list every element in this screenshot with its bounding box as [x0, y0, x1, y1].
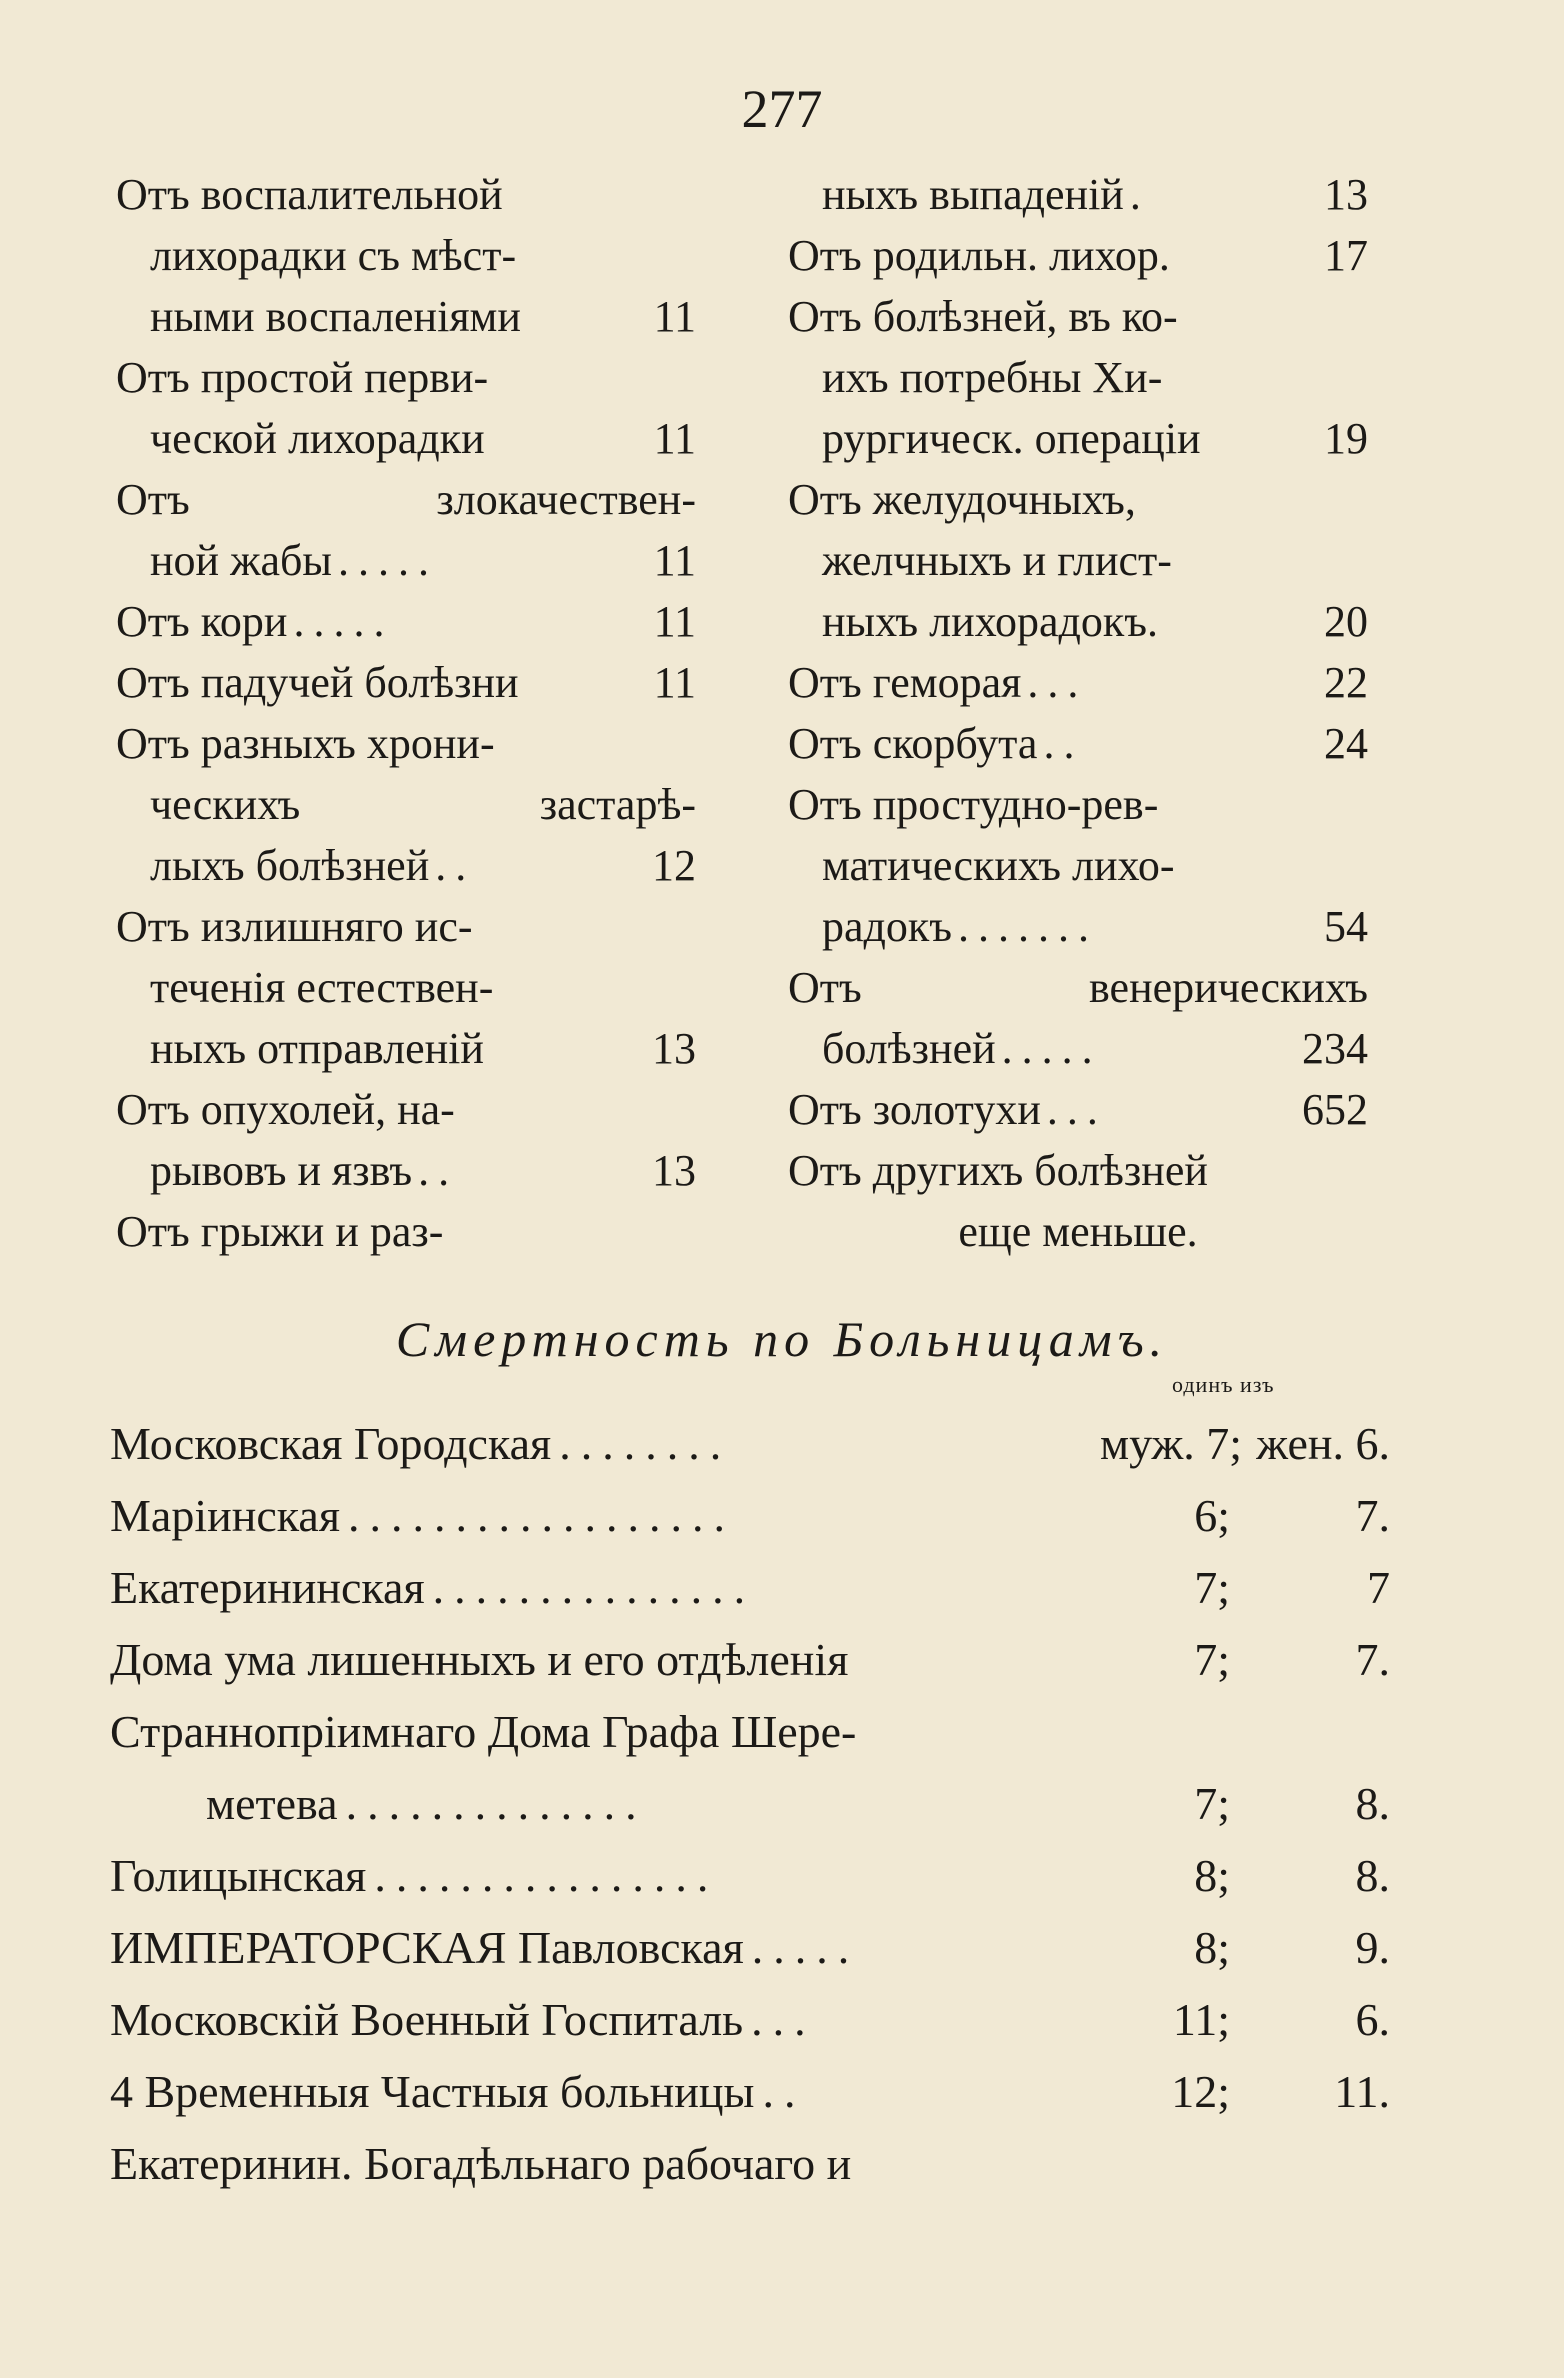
index-line: [788, 1079, 1368, 1140]
index-line-text: болѣзней: [822, 1024, 996, 1073]
index-line-text: Отъ излишняго ис-: [116, 902, 473, 951]
dot-leader: ........: [559, 1418, 732, 1469]
index-line-text: Отъ падучей болѣзни: [116, 658, 519, 707]
index-line-number: 11: [653, 536, 696, 585]
index-line-text: теченія естествен-: [150, 963, 494, 1012]
female-ratio: жен. 6.: [1256, 1418, 1390, 1469]
index-line-text: Отъ другихъ болѣзней: [788, 1146, 1208, 1195]
index-line: [788, 164, 1368, 225]
index-line: [788, 774, 1368, 835]
dot-leader: .....: [1001, 1024, 1102, 1073]
table-row: [110, 2128, 1390, 2200]
section-title: Смертность по Больницамъ.: [395, 1311, 1169, 1367]
index-line: [116, 225, 696, 286]
index-line-number: 13: [1324, 170, 1368, 219]
index-line-number: 54: [1324, 902, 1368, 951]
index-line: [116, 957, 696, 1018]
index-line-number: 13: [652, 1146, 696, 1195]
index-line-number: 22: [1324, 658, 1368, 707]
index-line-text: ной жабы: [150, 536, 332, 585]
male-ratio: 12;: [1171, 2066, 1230, 2117]
page-number: 277: [741, 79, 823, 139]
index-line: [116, 1201, 696, 1262]
index-line-text: ческихъ застарѣ-: [150, 780, 696, 829]
index-line: [788, 1201, 1368, 1262]
female-ratio: 6.: [1355, 1994, 1390, 2045]
dot-leader: ..: [435, 841, 476, 890]
index-line-number: 234: [1302, 1024, 1368, 1073]
female-ratio: 7.: [1355, 1634, 1390, 1685]
index-line-text: рывовъ и язвъ: [150, 1146, 413, 1195]
female-ratio: 8.: [1355, 1850, 1390, 1901]
index-line-text: желчныхъ и глист-: [822, 536, 1172, 585]
male-ratio: 6;: [1194, 1490, 1230, 1541]
index-line-text: Отъ болѣзней, въ ко-: [788, 292, 1178, 341]
index-line-text: ныхъ лихорадокъ.: [822, 597, 1159, 646]
hospital-name: метева: [206, 1778, 338, 1829]
index-line-text: Отъ опухолей, на-: [116, 1085, 455, 1134]
index-line-number: 12: [652, 841, 696, 890]
index-line: [788, 469, 1368, 530]
male-ratio: 8;: [1194, 1850, 1230, 1901]
index-line-text: ныхъ выпаденій: [822, 170, 1124, 219]
table-row: [110, 1912, 1390, 1984]
index-line: [788, 1018, 1368, 1079]
index-line-text: Отъ золотухи: [788, 1085, 1041, 1134]
dot-leader: ...: [1046, 1085, 1107, 1134]
index-line: [116, 835, 696, 896]
hospital-name: ИМПЕРАТОРСКАЯ Павловская: [110, 1922, 744, 1973]
index-line: [788, 896, 1368, 957]
dot-leader: ..............: [345, 1778, 647, 1829]
male-ratio: 7;: [1194, 1634, 1230, 1685]
index-line: [788, 1140, 1368, 1201]
index-line-text: ихъ потребны Хи-: [822, 353, 1163, 402]
female-ratio: 9.: [1355, 1922, 1390, 1973]
index-line-number: 19: [1324, 414, 1368, 463]
index-line: [788, 286, 1368, 347]
index-line: [788, 347, 1368, 408]
table-row: [110, 1624, 1390, 1696]
dot-leader: .....: [293, 597, 394, 646]
index-line-text: рургическ. операціи: [822, 414, 1201, 463]
index-line-number: 13: [652, 1024, 696, 1073]
index-line: [788, 835, 1368, 896]
index-line-text: лыхъ болѣзней: [150, 841, 430, 890]
dot-leader: ..: [418, 1146, 459, 1195]
table-row: [110, 1768, 1390, 1840]
female-ratio: 7: [1367, 1562, 1390, 1613]
index-line: [116, 530, 696, 591]
table-row: [110, 1984, 1390, 2056]
index-line-number: 17: [1324, 231, 1368, 280]
index-line: [788, 408, 1368, 469]
index-line: [788, 957, 1368, 1018]
index-line: [116, 896, 696, 957]
index-line-text: Отъ простой перви-: [116, 353, 489, 402]
index-line-number: 24: [1324, 719, 1368, 768]
female-ratio: 8.: [1355, 1778, 1390, 1829]
dot-leader: ...: [751, 1994, 816, 2045]
index-line: [116, 408, 696, 469]
index-line-text: лихорадки съ мѣст-: [150, 231, 517, 280]
index-line: [116, 1079, 696, 1140]
index-line-text: ныхъ отправленій: [150, 1024, 484, 1073]
index-line-text: Отъ геморая: [788, 658, 1022, 707]
dot-leader: .......: [958, 902, 1099, 951]
index-line: [116, 347, 696, 408]
male-ratio: 7;: [1194, 1778, 1230, 1829]
dot-leader: .....: [337, 536, 438, 585]
female-ratio: 7.: [1355, 1490, 1390, 1541]
table-row: [110, 2056, 1390, 2128]
hospital-name: Дома ума лишенныхъ и его отдѣленія: [110, 1634, 849, 1685]
male-ratio: муж. 7;: [1100, 1418, 1243, 1469]
index-line-text: Отъ венерическихъ: [788, 963, 1368, 1012]
male-ratio: 8;: [1194, 1922, 1230, 1973]
index-line: [116, 774, 696, 835]
index-line-number: 652: [1302, 1085, 1368, 1134]
hospital-name: Екатеринин. Богадѣльнаго рабочаго и: [110, 2138, 852, 2189]
male-ratio: 11;: [1172, 1994, 1230, 2045]
mortality-table: [110, 1408, 1390, 2200]
index-line-text: Отъ скорбута: [788, 719, 1038, 768]
index-line-text: Отъ простудно-рев-: [788, 780, 1159, 829]
index-line: [116, 652, 696, 713]
hospital-name: 4 Временныя Частныя больницы: [110, 2066, 755, 2117]
index-line: [116, 164, 696, 225]
table-row: [110, 1408, 1390, 1480]
right-column: [788, 164, 1368, 1262]
index-line-text: Отъ кори: [116, 597, 288, 646]
index-line: [116, 1018, 696, 1079]
index-line: [116, 1140, 696, 1201]
female-ratio: 11.: [1334, 2066, 1390, 2117]
dot-leader: .....: [751, 1922, 860, 1973]
index-line-number: 11: [653, 597, 696, 646]
index-line-text: Отъ злокачествен-: [116, 475, 696, 524]
column-header: одинъ изъ: [1172, 1372, 1275, 1397]
hospital-name: Московская Городская: [110, 1418, 552, 1469]
index-line-number: 11: [653, 658, 696, 707]
dot-leader: ..: [762, 2066, 806, 2117]
hospital-name: Голицынская: [110, 1850, 367, 1901]
index-line-text: Отъ разныхъ хрони-: [116, 719, 495, 768]
dot-leader: ..: [1043, 719, 1084, 768]
hospital-name: Екатерининская: [110, 1562, 425, 1613]
dot-leader: ...............: [432, 1562, 756, 1613]
left-column: [116, 164, 696, 1262]
index-line: [788, 591, 1368, 652]
index-line: [116, 591, 696, 652]
hospital-name: Московскій Военный Госпиталь: [110, 1994, 744, 2045]
hospital-name: Страннопріимнаго Дома Графа Шере-: [110, 1706, 857, 1757]
index-line-number: 11: [653, 414, 696, 463]
table-row: [110, 1480, 1390, 1552]
index-line: [788, 652, 1368, 713]
index-line: [116, 713, 696, 774]
index-line: [788, 713, 1368, 774]
index-line: [116, 286, 696, 347]
index-line-text: матическихъ лихо-: [822, 841, 1175, 890]
index-line-text: Отъ желудочныхъ,: [788, 475, 1136, 524]
table-row: [110, 1840, 1390, 1912]
index-line-text: Отъ воспалительной: [116, 170, 503, 219]
index-line-number: 20: [1324, 597, 1368, 646]
dot-leader: ................: [374, 1850, 719, 1901]
index-line-text: ческой лихорадки: [150, 414, 485, 463]
index-line-text: Отъ родильн. лихор.: [788, 231, 1170, 280]
table-row: [110, 1552, 1390, 1624]
index-line-text: Отъ грыжи и раз-: [116, 1207, 444, 1256]
index-line: [788, 225, 1368, 286]
hospital-name: Маріинская: [110, 1490, 340, 1541]
index-line: [116, 469, 696, 530]
index-line-number: 11: [653, 292, 696, 341]
dot-leader: .: [1129, 170, 1150, 219]
dot-leader: ..................: [347, 1490, 735, 1541]
male-ratio: 7;: [1194, 1562, 1230, 1613]
index-line: [788, 530, 1368, 591]
index-line-text: еще меньше.: [958, 1207, 1198, 1256]
index-line-text: ными воспаленіями: [150, 292, 521, 341]
dot-leader: ...: [1027, 658, 1088, 707]
index-line-text: радокъ: [822, 902, 953, 951]
table-row: [110, 1696, 1390, 1768]
